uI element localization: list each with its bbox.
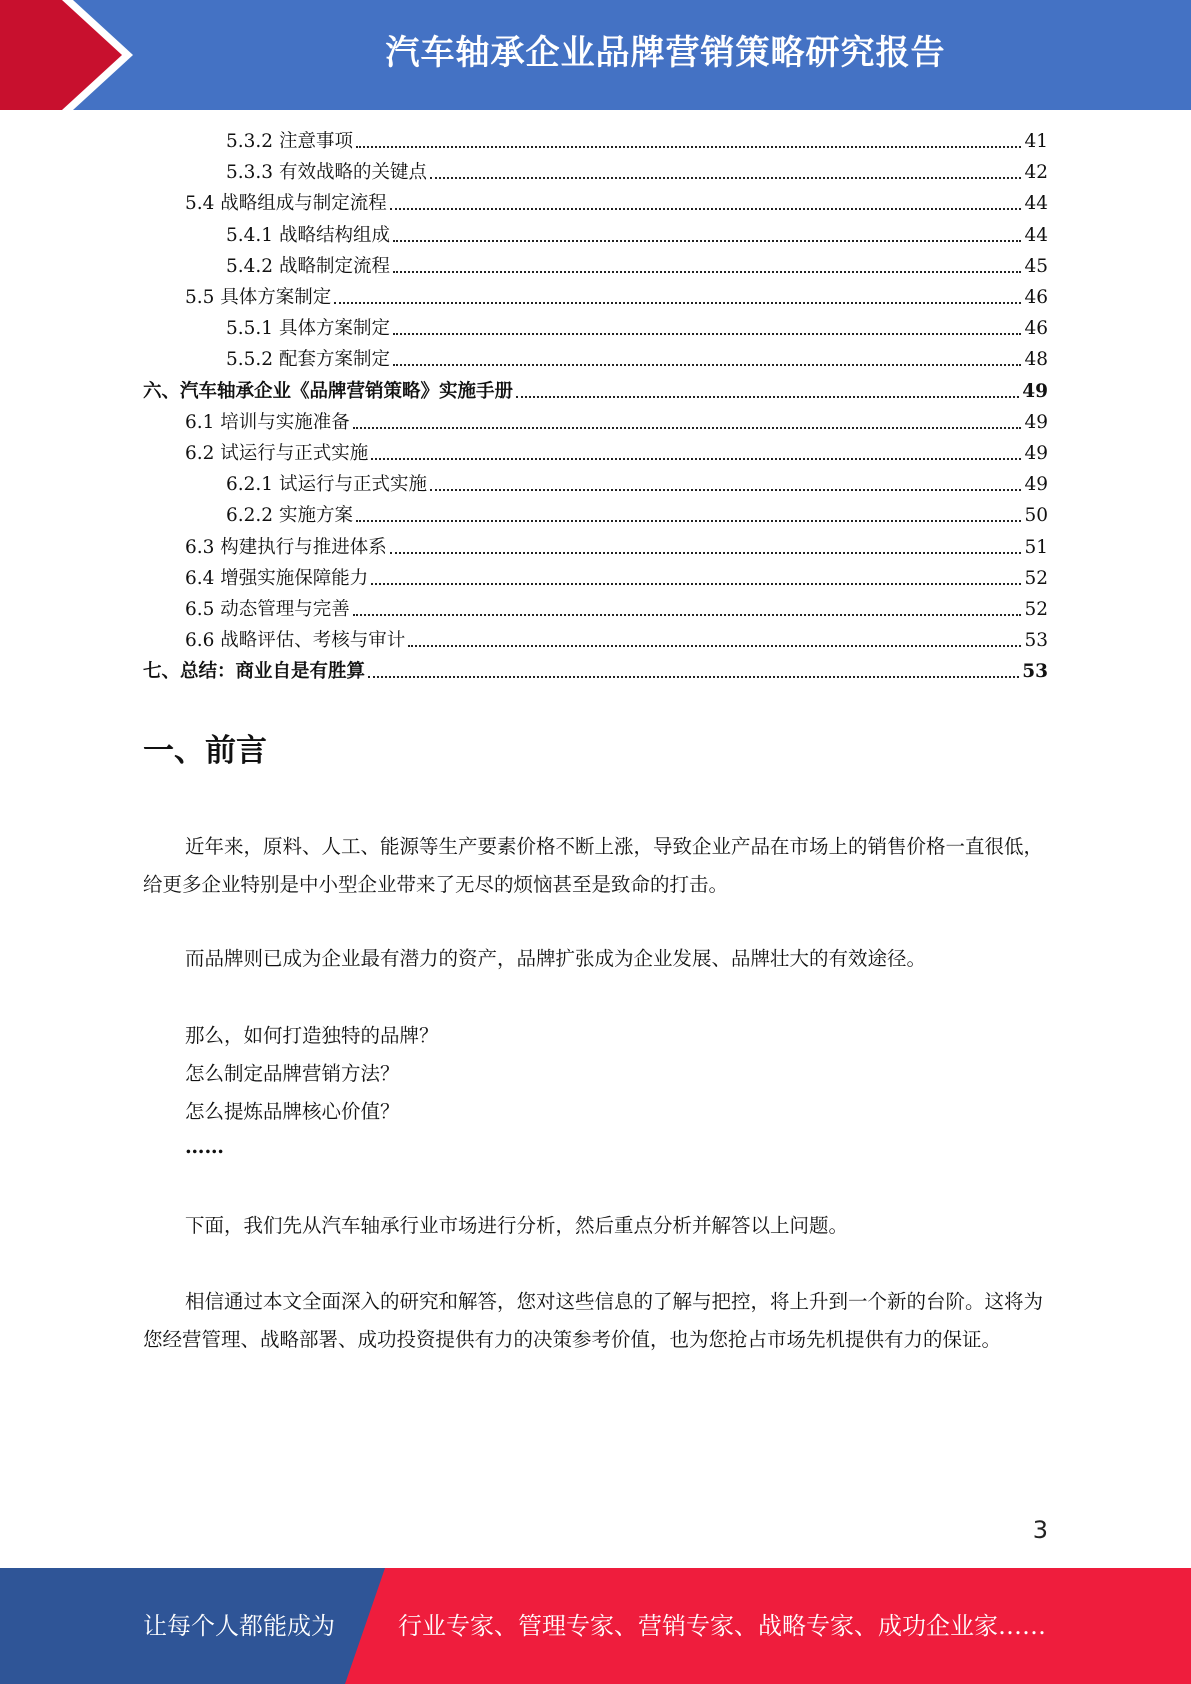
toc-entry-page: 52 (1024, 568, 1048, 589)
question-line-2: 怎么制定品牌营销方法？ (185, 1062, 400, 1085)
toc-entry-page: 49 (1024, 443, 1048, 464)
intro-paragraph-3: 下面，我们先从汽车轴承行业市场进行分析，然后重点分析并解答以上问题。 (185, 1214, 849, 1237)
section-heading: 一、前言 (143, 733, 267, 769)
toc-entry-page: 42 (1024, 162, 1048, 183)
toc-entry[interactable] (226, 253, 1048, 281)
toc-dot-leader (393, 239, 1021, 242)
page-header (0, 0, 1191, 110)
footer-slogan-left: 让每个人都能成为 (143, 1612, 335, 1640)
toc-entry-page: 49 (1024, 474, 1048, 495)
toc-dot-leader (371, 457, 1021, 460)
toc-entry-page: 45 (1024, 256, 1048, 277)
toc-entry-page: 46 (1024, 287, 1048, 308)
question-line-3: 怎么提炼品牌核心价值？ (185, 1100, 400, 1123)
intro-paragraph-2: 而品牌则已成为企业最有潜力的资产，品牌扩张成为企业发展、品牌壮大的有效途径。 (185, 947, 927, 970)
toc-entry-page: 50 (1024, 505, 1048, 526)
toc-entry-page: 53 (1022, 661, 1048, 682)
footer-slogan-right: 行业专家、管理专家、营销专家、战略专家、成功企业家…… (398, 1612, 1046, 1640)
toc-entry-label: 6.2.1 试运行与正式实施 (226, 474, 427, 495)
toc-entry[interactable] (226, 346, 1048, 374)
toc-entry-label: 6.4 增强实施保障能力 (185, 568, 369, 589)
toc-dot-leader (353, 613, 1022, 616)
toc-entry-label: 5.4.1 战略结构组成 (226, 225, 390, 246)
toc-entry-label: 6.5 动态管理与完善 (185, 599, 350, 620)
toc-dot-leader (408, 644, 1021, 647)
toc-dot-leader (393, 332, 1021, 335)
toc-entry-page: 49 (1022, 381, 1048, 402)
toc-dot-leader (516, 395, 1019, 398)
toc-entry[interactable] (226, 502, 1048, 530)
toc-entry[interactable] (185, 284, 1048, 312)
toc-dot-leader (356, 145, 1022, 148)
report-title: 汽车轴承企业品牌营销策略研究报告 (385, 33, 946, 73)
toc-entry[interactable] (185, 627, 1048, 655)
toc-dot-leader (353, 426, 1022, 429)
toc-entry-page: 44 (1024, 193, 1048, 214)
toc-entry-label: 6.2 试运行与正式实施 (185, 443, 369, 464)
toc-entry[interactable] (143, 378, 1048, 406)
toc-dot-leader (334, 301, 1021, 304)
toc-entry-label: 6.1 培训与实施准备 (185, 412, 350, 433)
toc-dot-leader (430, 488, 1021, 491)
toc-entry[interactable] (185, 534, 1048, 562)
toc-entry-page: 48 (1024, 349, 1048, 370)
toc-entry-label: 5.5.1 具体方案制定 (226, 318, 390, 339)
toc-dot-leader (393, 363, 1021, 366)
toc-dot-leader (368, 675, 1019, 678)
toc-entry[interactable] (185, 440, 1048, 468)
toc-entry[interactable] (185, 190, 1048, 218)
intro-paragraph-4: 相信通过本文全面深入的研究和解答，您对这些信息的了解与把控，将上升到一个新的台阶。这将为您经营管理、战略部署、成功投资提供有力的决策参考价值，也为您抢占市场先机提供有力的保证。 (143, 1290, 1044, 1351)
toc-entry-page: 52 (1024, 599, 1048, 620)
toc-entry-label: 六、汽车轴承企业《品牌营销策略》实施手册 (143, 381, 514, 402)
question-ellipsis: …… (185, 1135, 224, 1158)
toc-entry-label: 6.3 构建执行与推进体系 (185, 537, 387, 558)
toc-entry-label: 6.6 战略评估、考核与审计 (185, 630, 406, 651)
question-line-1: 那么，如何打造独特的品牌？ (185, 1024, 439, 1047)
toc-entry-label: 6.2.2 实施方案 (226, 505, 353, 526)
toc-entry-label: 5.5 具体方案制定 (185, 287, 332, 308)
toc-entry[interactable] (226, 222, 1048, 250)
toc-entry-page: 51 (1024, 537, 1048, 558)
toc-dot-leader (371, 582, 1021, 585)
toc-entry-label: 5.5.2 配套方案制定 (226, 349, 390, 370)
toc-entry[interactable] (143, 658, 1048, 686)
header-chevron-decoration (0, 0, 150, 110)
toc-dot-leader (356, 519, 1022, 522)
page-footer (0, 1568, 1191, 1684)
toc-entry-label: 5.4.2 战略制定流程 (226, 256, 390, 277)
toc-dot-leader (430, 176, 1021, 179)
toc-dot-leader (390, 551, 1022, 554)
toc-entry[interactable] (185, 565, 1048, 593)
toc-entry-page: 44 (1024, 225, 1048, 246)
toc-entry-page: 49 (1024, 412, 1048, 433)
toc-entry[interactable] (226, 128, 1048, 156)
toc-entry[interactable] (226, 159, 1048, 187)
toc-entry[interactable] (226, 471, 1048, 499)
toc-entry-page: 53 (1024, 630, 1048, 651)
toc-entry-page: 46 (1024, 318, 1048, 339)
intro-paragraph-1: 近年来，原料、人工、能源等生产要素价格不断上涨，导致企业产品在市场上的销售价格一直很低，给更多企业特别是中小型企业带来了无尽的烦恼甚至是致命的打击。 (143, 835, 1044, 896)
toc-entry-label: 5.4 战略组成与制定流程 (185, 193, 387, 214)
toc-entry[interactable] (185, 596, 1048, 624)
page-number: 3 (1032, 1516, 1048, 1544)
toc-entry-label: 5.3.2 注意事项 (226, 131, 353, 152)
toc-entry-page: 41 (1024, 131, 1048, 152)
toc-entry[interactable] (185, 409, 1048, 437)
toc-entry[interactable] (226, 315, 1048, 343)
toc-dot-leader (390, 207, 1022, 210)
toc-entry-label: 七、总结：商业自是有胜算 (143, 661, 366, 682)
toc-entry-label: 5.3.3 有效战略的关键点 (226, 162, 427, 183)
toc-dot-leader (393, 270, 1021, 273)
